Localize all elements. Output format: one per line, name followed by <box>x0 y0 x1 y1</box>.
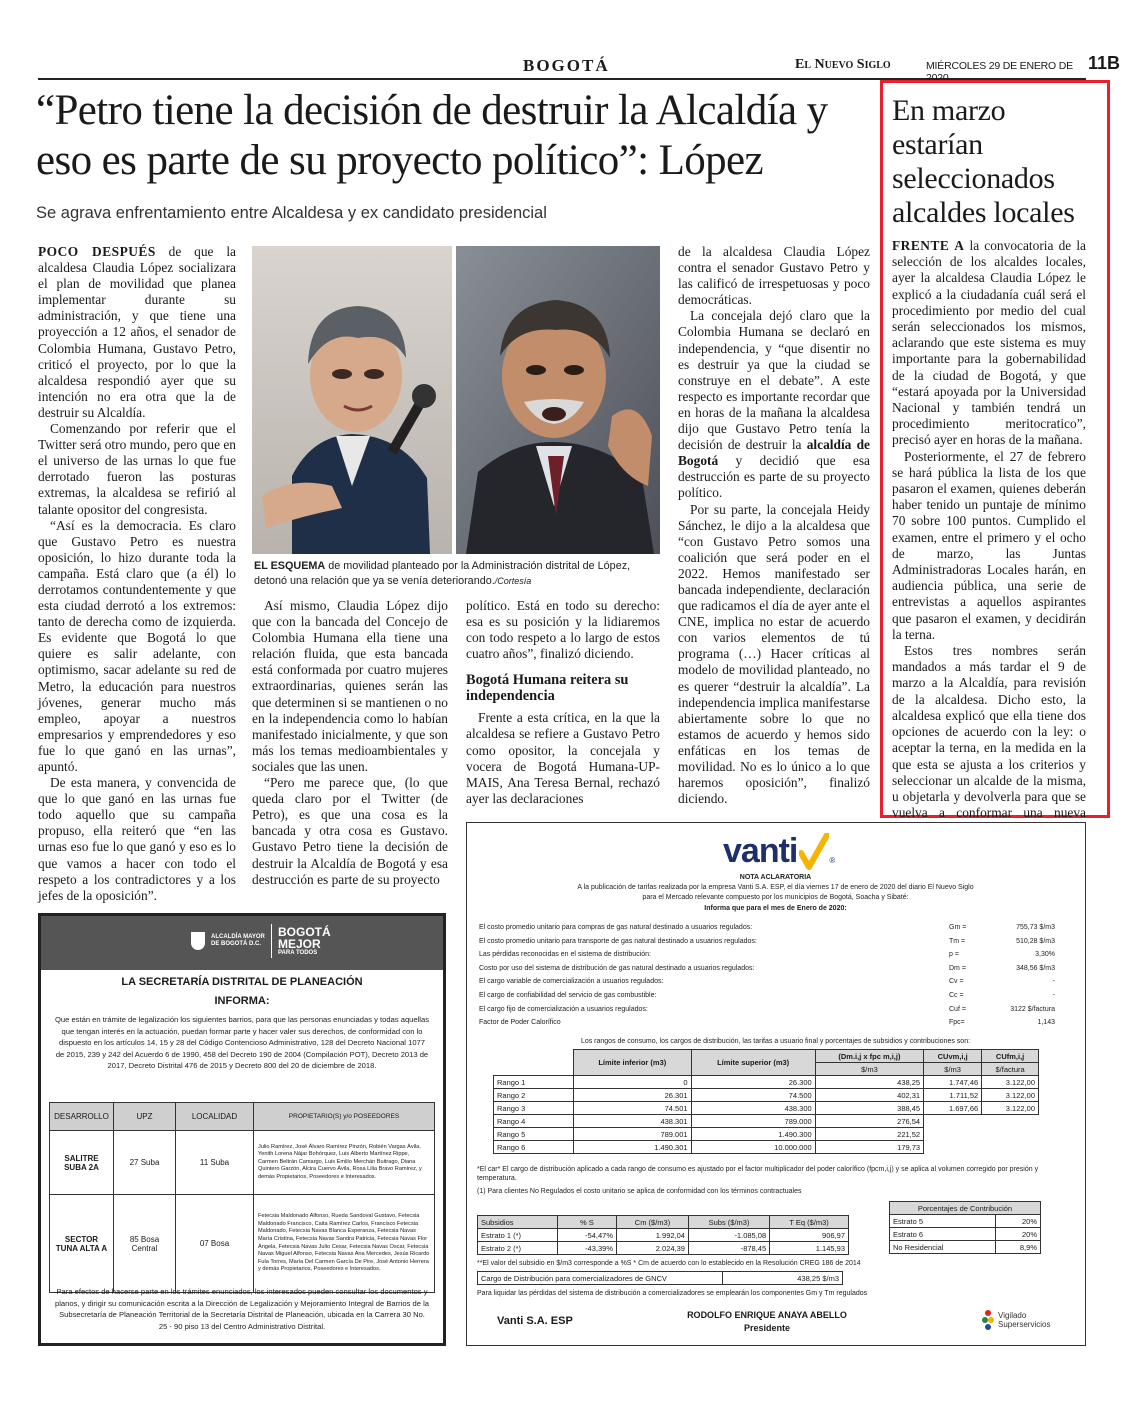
ad-intro: Que están en trámite de legalización los siguientes barrios, para que las personas enunciadas y todas aquellas que tengan interés en la actuación, puedan formar parte y hacer valer sus derechos, de conformidad con lo dispuesto en los artículos 14, 15 y 28 del Código Contencioso Administrativo, 128 del Decreto Nacional 1077 de 2015, 239 y 242 del Acuerdo 6 de 1990, 458 del Decreto 190 de 2004 (Compilación POT), Decreto 2013 de 2017, Decreto Distrital 476 de 2015 y Decreto 800 del 20 de diciembre de 2018. <box>55 1015 430 1071</box>
paragraph: “Pero me parece que, (lo que queda claro por el Twitter (de Petro), es que una cosa es la bancada y otra cosa es Gustavo. Gustavo Petro tiene la decisión de destruir la Alcaldía de Bogotá y esa destrucción es parte de su proyecto <box>252 775 448 887</box>
table-row: Rango 5 789.001 1.490.300 221,52 <box>494 1128 1039 1141</box>
superservicios-icon <box>981 1309 995 1331</box>
table-row: Estrato 2 (*) -43,39% 2.024,39 -878,45 1.145,93 <box>478 1242 849 1255</box>
cost-row: El cargo de confiabilidad del servicio de gas combustible: Cc = - <box>479 991 1055 999</box>
ad-logo-bar <box>41 916 443 970</box>
gncv-table: Cargo de Distribución para comercializadores de GNCV 438,25 $/m3 <box>477 1271 843 1285</box>
table-row: Rango 2 26.301 74.500 402,31 1.711,52 3.122,00 <box>494 1089 1039 1102</box>
cost-row: El costo promedio unitario para compras de gas natural destinado a usuarios regulados: Gm = 755,73 $/m3 <box>479 924 1055 931</box>
news-photo <box>252 246 660 554</box>
vanti-intro-3: Informa que para el mes de Enero de 2020: <box>704 905 847 912</box>
side-kicker: FRENTE A <box>892 238 965 253</box>
paragraph: Estos tres nombres serán mandados a más tardar el 9 de marzo a la Alcaldía, para revisión de la alcaldesa. Dicho esto, la alcaldesa explicó que ella tiene dos opciones de acuerdo con la ley: o aceptar la terna, en la medida en la que esta se ajusta a los criterios y seleccionar un alcalde de la misma, u objetarla y devolverla para que se vuelva a conformar una nueva <box>892 643 1086 821</box>
main-headline: “Petro tiene la decisión de destruir la Alcaldía y eso es parte de su proyecto político”: López <box>36 87 828 184</box>
vanti-signer: RODOLFO ENRIQUE ANAYA ABELLO <box>687 1310 847 1320</box>
paragraph: Así mismo, Claudia López dijo que con la bancada del Concejo de Colombia Humana ella tiene una relación fluida, que esta bancada está conformada por cuatro mujeres extraordinarias, quienes serán las que determinen si se mantienen o no en la independencia como lo habían manifestado inicialmente, y que son más los temas medioambientales y sociales que las unen. <box>252 598 448 774</box>
photo-credit: /Cortesía <box>494 575 532 586</box>
page-number: 11B <box>1088 53 1121 73</box>
cost-row: El cargo fijo de comercialización a usuarios regulados: Cuf = 3122 $/factura <box>479 1005 1055 1013</box>
side-story-body: FRENTE A la convocatoria de la selección de los alcaldes locales, ayer la alcaldesa Claudia López le explicó a la ciudadanía cuál será el procedimiento por medio del cual serán seleccionados los mismos, aclarando que este sistema es muy importante para la gobernabilidad de la ciudad de Bogotá, y que “estará apoyada por la Universidad Nacional y también tendrá un procedimiento meritocratico”, precisó ayer en horas de la mañana. Posteriormente, el 27 de febrero se hará pública la lista de los que pasaron el examen, quienes deberán haber tenido un puntaje de mínimo 70 sobre 100 puntos. Cumplido el examen, entre el primero y el ocho de marzo, las Juntas Administradoras Locales harán, en audiencia pública, una serie de entrevistas a aquellos aspirantes que pasaron el examen, y decidirán la terna. Estos tres nombres serán mandados a más tardar el 9 de marzo a la Alcaldía, para revisión de la alcaldesa. Dicho esto, la alcaldesa explicó que ella tiene dos opciones de acuerdo con la ley: o aceptar la terna, en la medida en la que esta se ajusta a los criterios y seleccionar un alcalde de la misma, u objetarla y devolverla para que se vuelva a conformar una nueva <box>892 238 1086 838</box>
table-row: Estrato 1 (*) -54,47% 1.992,04 -1.085,08 906,97 <box>478 1229 849 1242</box>
vanti-note-3: **El valor del subsidio en $/m3 corresponde a %S * Cm de acuerdo con lo establecido en la Resolución CREG 186 de 2014 <box>477 1260 861 1267</box>
cost-row: Costo por uso del sistema de distribución de gas natural destinado a usuarios regulados: Dm = 348,56 $/m3 <box>479 964 1055 972</box>
vanti-checkmark-icon <box>799 833 829 871</box>
vanti-signer-role: Presidente <box>743 1323 791 1333</box>
paper-name: El Nuevo Siglo <box>795 57 891 72</box>
vanti-intro-1: A la publicación de tarifas realizada por la empresa Vanti S.A. ESP, el día viernes 17 de enero de 2020 del diario El Nuevo Siglo <box>577 884 974 891</box>
photo-caption: EL ESQUEMA de movilidad planteado por la Administración distrital de López, detonó una relación que ya se venía deteriorando./Cortesía <box>254 560 631 587</box>
nota-title: NOTA ACLARATORIA <box>739 874 812 881</box>
ad-subtitle: INFORMA: <box>214 995 270 1007</box>
ad-title: LA SECRETARÍA DISTRITAL DE PLANEACIÓN <box>121 976 363 988</box>
side-story-headline: En marzo estarían seleccionados alcaldes locales <box>892 94 1075 229</box>
paragraph: de la alcaldesa Claudia López contra el senador Gustavo Petro y las calificó de irrespetuosas y poco democráticas. <box>678 244 870 308</box>
paragraph: Comenzando por referir que el Twitter será otro mundo, pero que en el universo de las urnas lo que fue derrotado fueron las posturas extremas, la alcaldesa se refirió al talante opositor del congresista. <box>38 421 237 517</box>
table-row: Rango 4 438.301 789.000 276,54 <box>494 1115 1039 1128</box>
table-row: SALITRE SUBA 2A 27 Suba 11 Suba Julio Ramírez, José Álvaro Ramírez Pinzón, Robién Vargas Ávila, Yenith Lorena Nájar Bohórquez, Luis Alberto Martínez Rippe, Carmen Beltrán Camargo, Luis Emilio Merchán Buitrago, Diana Quintero Garzón, Alcira Cuervo Ávila, Rosa Lilia Bravo Ramírez, y demás Propietarios, Poseedores e Interesados. <box>50 1131 435 1195</box>
bogota-shield-icon <box>191 932 205 950</box>
cost-row: El cargo variable de comercialización a usuarios regulados: Cv = - <box>479 978 1055 986</box>
paragraph: De esta manera, y convencida de que lo que ganó en las urnas fue todo aquello que su campaña propuso, ella reiteró que “en las urnas eso fue lo que ganó y eso es lo que vamos a hacer con todo el respeto a los contradictores y a los jefes de la oposición”. <box>38 775 236 903</box>
cost-row: Factor de Poder Calorífico Fpc= 1,143 <box>479 1019 1055 1027</box>
paragraph: político. Está en todo su derecho: esa es su posición y la lidiaremos con todo respeto a lo largo de estos cuatro años”, finalizó diciendo. <box>466 598 660 662</box>
paragraph: La concejala dejó claro que la Colombia Humana se declaró en independencia, y “que disentir no es destruir ya que la ciudad se construye en el debate”. A este respecto es importante recordar que en horas de la mañana la alcaldesa dijo que Gustavo Petro tenía la decisión de destruir la alcaldía de Bogotá y decidió que esa destrucción es parte de su proyecto político. <box>678 308 870 501</box>
cost-row: Las pérdidas reconocidas en el sistema de distribución: p = 3,30% <box>479 951 1055 959</box>
vanti-note-2: (1) Para clientes No Regulados el costo unitario se aplica de conformidad con los términos contractuales <box>477 1188 802 1195</box>
politicians-photo-illustration <box>252 246 660 554</box>
table-row: SECTOR TUNA ALTA A 85 Bosa Central 07 Bosa Fetecsia Maldonado Alfonso, Rueda Sandoval Gustavo, Fetecsia Maldonado Francisco, Caita Ramírez Carlos, Francisco Fetecsia Maldonado, Fetecsia Navas Blanca Esperanza, Fetecsia Navas María Cristina, Fetecsia Navas Sandra Patricia, Fetecsia Navas Flor Ángela, Fetecsia Navas Julio Cesar, Fetecsia Navas Oscar, Fetecsia Navas Miguel Alfonso, Fetecsia Navas Ana Mercedes, Jesús Ricardo Fula Torres, María Del Carmen García De Pire, José Antonio Herrera y demás Propietarios, Poseedores e Interesados. <box>50 1195 435 1293</box>
planeacion-ad <box>38 913 446 1346</box>
cost-row: El costo promedio unitario para transporte de gas natural destinado a usuarios regulados: Tm = 510,28 $/m3 <box>479 937 1055 945</box>
paragraph: Por su parte, la concejala Heidy Sánchez, le dijo a la alcaldesa que “con Gustavo Petro somos una coalición que será poder en el 2022. Hemos manifestado ser bancada independiente, declaración que radicamos el día de ayer ante el CNE, implica no estar de acuerdo con varios elementos de tú programa (…) Hacer críticas al modelo de movilidad planteado, no es querer “destruir la alcaldía”. La independencia implica manifestarse abiertamente sobre lo que no estamos de acuerdo y hemos sido enfáticas en los temas de movilidad. No es lo único a lo que haremos oposición”, finalizó diciendo. <box>678 501 870 807</box>
table-row: No Residencial 8,9% <box>890 1241 1041 1254</box>
paragraph: Posteriormente, el 27 de febrero se hará pública la lista de los que pasaron el examen, quienes deberán haber tenido un puntaje de mínimo 70 sobre 100 puntos. Cumplido el examen, entre el primero y el ocho de marzo, las Juntas Administradoras Locales harán, en audiencia pública, una serie de entrevistas a aquellos aspirantes que pasaron el examen, y decidirán la terna. <box>892 448 1086 642</box>
article-column-1: POCO DESPUÉS de que la alcaldesa Claudia López socializara el plan de movilidad que planea implementar durante su administración, y que tiene una proyección a 12 años, el senador de Colombia Humana, Gustavo Petro, criticó el proyecto, por lo que la alcaldesa respondió ayer que su intención no era otra que la de destruir su Alcaldía. Comenzando por referir que el Twitter será otro mundo, pero que en el universo de las urnas lo que fue derrotado fueron las posturas extremas, la alcaldesa se refirió al talante opositor del congresista. “Así es la democracia. Es claro que Gustavo Petro es nuestra oposición, lo hizo durante toda la campaña. Está claro que (a él) lo derrotamos contundentemente y que esta ciudad derrotó a los extremos: tanto de derecha como de izquierda. Es evidente que Bogotá lo que quiere es salir adelante, con optimismo, sacar adelante su red de Metro, la educación para nuestros jóvenes, generar mucho más empleo, apoyar a nuestros empresarios y emprendedores y eso fue lo que ganó en las urnas”, apuntó. De esta manera, y convencida de que lo que ganó en las urnas fue todo aquello que su campaña propuso, ella reiteró que “en las urnas eso fue lo que ganó y eso es lo que vamos a hacer con todo el respeto a los contradictores y a los jefes de la oposición”. <box>38 244 237 903</box>
table-row: Rango 6 1.490.301 10.000.000 179,73 <box>494 1141 1039 1154</box>
vanti-note-4: Para liquidar las pérdidas del sistema de distribución a comercializadores se emplearán los componentes Gm y Tm regulados <box>477 1290 868 1297</box>
table-row: Rango 1 0 26.300 438,25 1.747,46 3.122,00 <box>494 1076 1039 1089</box>
article-column-3 <box>466 598 660 807</box>
ranges-intro: Los rangos de consumo, los cargos de distribución, las tarifas a usuario final y porcentajes de subsidios y contribuciones son: <box>580 1038 971 1045</box>
table-row: Rango 3 74.501 438.300 388,45 1.697,66 3.122,00 <box>494 1102 1039 1115</box>
alcaldia-logo-text: ALCALDÍA MAYOR DE BOGOTÁ D.C. <box>211 934 265 947</box>
section-label: BOGOTÁ <box>523 56 610 75</box>
masthead <box>38 52 1121 84</box>
article-column-4 <box>678 244 870 807</box>
vigilado-badge: Vigilado Superservicios <box>981 1309 1050 1331</box>
vanti-company: Vanti S.A. ESP <box>497 1315 573 1327</box>
section-subhead: Bogotá Humana reitera su independencia <box>466 672 629 705</box>
legalizacion-table: DESARROLLO UPZ LOCALIDAD PROPIETARIO(S) y/o POSEEDORES SALITRE SUBA 2A 27 Suba 11 Suba Julio Ramírez, José Álvaro Ramírez Pinzón, Robién Vargas Ávila, Yenith Lorena Nájar Bohórquez, Luis Alberto Martínez Rippe, Carmen Beltrán Camargo, Luis Emilio Merchán Buitrago, Diana Quintero Garzón, Alcira Cuervo Ávila, Rosa Lilia Bravo Ramírez, y demás Propietarios, Poseedores e Interesados. SECTOR TUNA ALTA A 85 Bosa Central 07 Bosa Fetecsia Maldonado Alfonso, Rueda Sandoval Gustavo, Fetecsia Maldonado Francisco, Caita Ramírez Carlos, Francisco Fetecsia Maldonado, Fetecsia Navas Blanca Esperanza, Fetecsia Navas María Cristina, Fetecsia Navas Sandra Patricia, Fetecsia Navas Flor Ángela, Fetecsia Navas Julio Cesar, Fetecsia Navas Oscar, Fetecsia Navas Miguel Alfonso, Fetecsia Navas Ana Mercedes, Jesús Ricardo Fula Torres, María Del Carmen García De Pire, José Antonio Herrera y demás Propietarios, Poseedores e Interesados. <box>49 1102 435 1293</box>
vanti-intro-2: para el Mercado relevante compuesto por los municipios de Bogotá, Soacha y Sibaté: <box>642 894 909 901</box>
paragraph: Frente a esta crítica, en la que la alcaldesa se refiere a Gustavo Petro como opositor, la concejala y vocera de Bogotá Humana-UP-MAIS, Ana Teresa Bernal, rechazó ayer las declaraciones <box>466 710 660 806</box>
ranges-table: Límite inferior (m3) Límite superior (m3) (Dm.i,j x fpc m,i,j) CUvm,i,j CUfm,i,j $/m3 $/m3 $/factura Rango 1 0 26.300 438,25 1.747,46 3.122,00 Rango 2 26.301 74.500 402,31 1.711,52 3.122,00 Rango 3 74.501 438.300 388,45 1.697,66 3.122,00 Rango 4 438.301 789.000 276,54 Rango 5 789.001 1.490.300 221,52 Rango 6 1.490.301 10.000.000 179,73 <box>493 1049 1039 1154</box>
lead-kicker: POCO DESPUÉS <box>38 244 156 259</box>
cost-list <box>479 923 1055 1032</box>
issue-date: MIÉRCOLES 29 DE ENERO DE 2020 <box>926 60 1073 84</box>
vanti-logo: vanti ® <box>723 832 836 870</box>
bogota-mejor-logo: BOGOTÁ MEJOR PARA TODOS <box>278 924 331 956</box>
ad-footer: Para efectos de hacerse parte en los trámites enunciados, los interesados pueden consultar los documentos y planos, y dirigir su comunicación escrita a la Dirección de Legalización y Mejoramiento Integral de Barrios de la Subsecretaría de Planeación Territorial de la Secretaría Distrital de Planeación, ubicada en la Carrera 30 No. 25 - 90 piso 13 del Centro Administrativo Distrital. <box>55 1287 429 1331</box>
contribution-table: Porcentajes de Contribución Estrato 5 20% Estrato 6 20% No Residencial 8,9% <box>889 1201 1041 1254</box>
table-row: Estrato 5 20% <box>890 1215 1041 1228</box>
article-column-2 <box>252 598 448 888</box>
vanti-ad <box>466 822 1086 1346</box>
table-row: Estrato 6 20% <box>890 1228 1041 1241</box>
paragraph: “Así es la democracia. Es claro que Gustavo Petro es nuestra oposición, lo hizo durante toda la campaña. Está claro que (a él) lo derrotamos contundentemente y que esta ciudad derrotó a los extremos: tanto de derecha como de izquierda. Es evidente que Bogotá lo que quiere es salir adelante, con optimismo, sacar adelante su red de Metro, la educación para nuestros jóvenes, generar mucho más empleo, apoyar a nuestros empresarios y emprendedores y eso fue lo que ganó en las urnas”, apuntó. <box>38 517 236 774</box>
subsidies-table: Subsidios % S Cm ($/m3) Subs ($/m3) T Eq ($/m3) Estrato 1 (*) -54,47% 1.992,04 -1.085,08 906,97 Estrato 2 (*) -43,39% 2.024,39 -878,45 1.145,93 <box>477 1215 849 1255</box>
vanti-note-1: *El car* El cargo de distribución aplicado a cada rango de consumo es ajustado por el factor multiplicador del poder calorífico (fpcm,i,j) y se aplica al volumen corregido por presión y temperatura. <box>477 1166 1039 1182</box>
main-subhead: Se agrava enfrentamiento entre Alcaldesa y ex candidato presidencial <box>36 204 547 222</box>
